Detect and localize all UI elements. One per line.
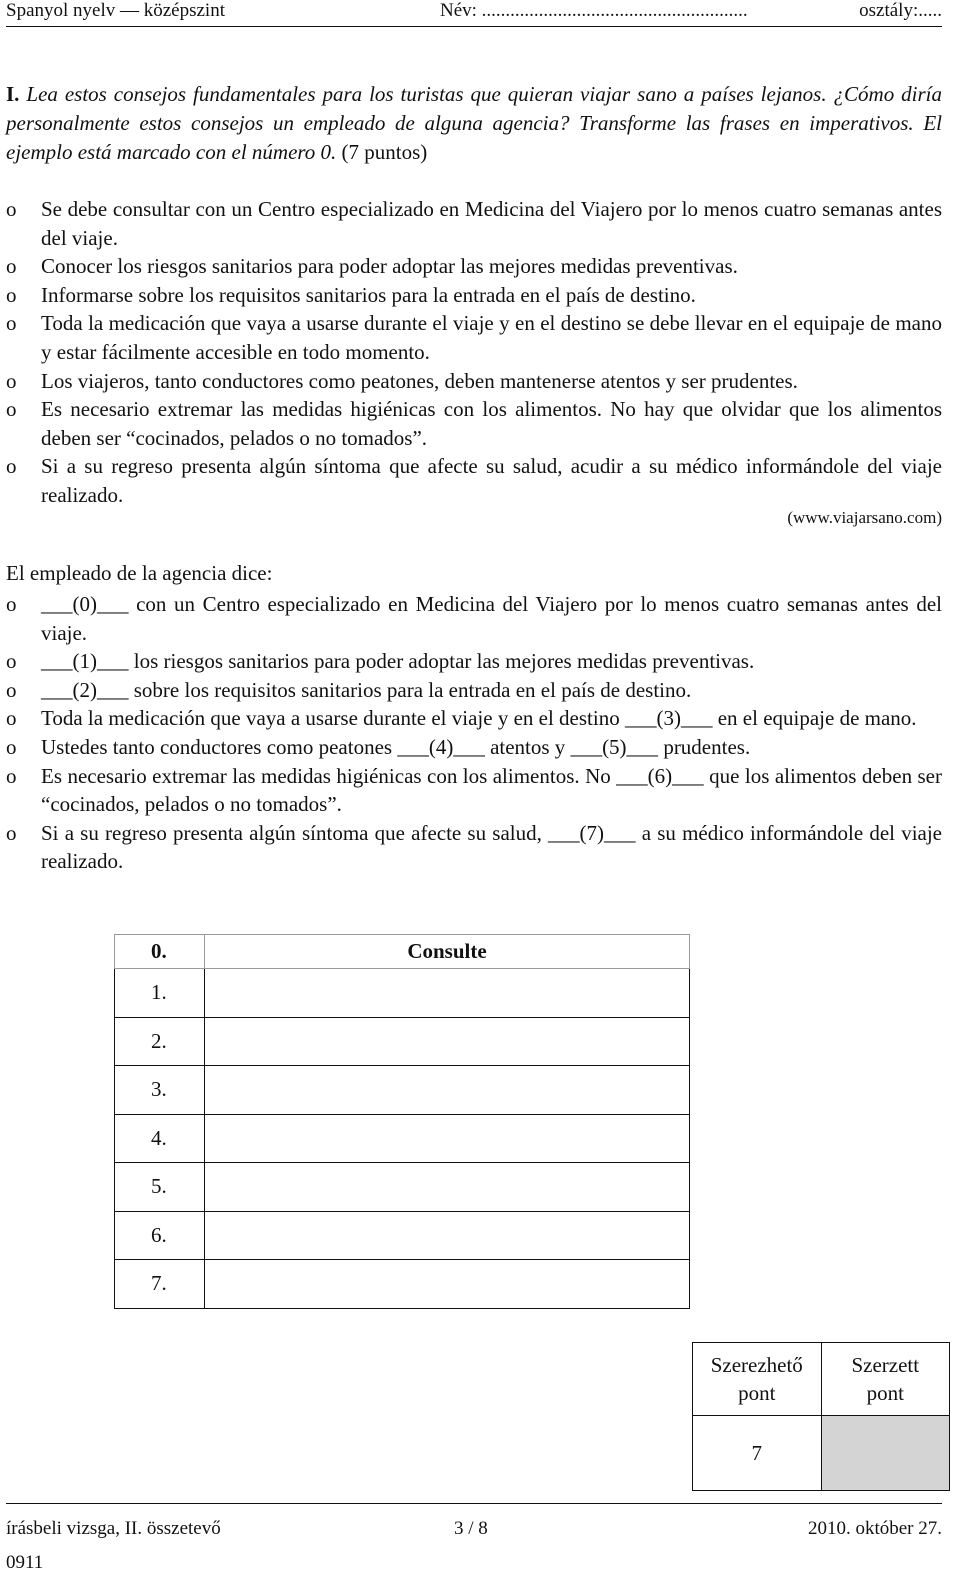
gap-6: ___(6)___ (616, 763, 704, 788)
list-item: o Ustedes tanto conductores como peatones ___(4)___ atentos y ___(5)___ prudentes. (6, 733, 942, 762)
task-number: I. (6, 82, 20, 106)
footer-code: 0911 (6, 1552, 44, 1573)
list-item: o Es necesario extremar las medidas higiénicas con los alimentos. No hay que olvidar que los alimentos deben ser “cocinados, pelados o no tomados”. (6, 397, 942, 450)
bullet-icon: o (6, 397, 17, 422)
bullet-icon: o (6, 454, 17, 479)
list-item: o Se debe consultar con un Centro especializado en Medicina del Viajero por lo menos cuatro semanas antes del viaje. (6, 197, 942, 250)
earned-points-value (821, 1416, 950, 1491)
list-item: o ___(1)___ los riesgos sanitarios para poder adoptar las mejores medidas preventivas. (6, 647, 942, 676)
answer-cell: Consulte (205, 935, 690, 969)
list-item: o Toda la medicación que vaya a usarse durante el viaje y en el destino se debe llevar en el equipaje de mano y estar fácilmente accesible en todo momento. (6, 311, 942, 364)
bullet-icon: o (6, 592, 17, 616)
footer-exam-label: írásbeli vizsga, II. összetevő (6, 1518, 221, 1539)
gap-5: ___(5)___ (570, 734, 659, 759)
list-item: o ___(0)___ con un Centro especializado en Medicina del Viajero por lo menos cuatro semanas antes del viaje. (6, 592, 942, 645)
bullet-icon: o (6, 254, 17, 279)
answer-number: 4. (115, 1114, 205, 1163)
list-item: o ___(2)___ sobre los requisitos sanitarios para la entrada en el país de destino. (6, 676, 942, 705)
tips-list (6, 195, 942, 510)
list-item: o Si a su regreso presenta algún síntoma que afecte su salud, ___(7)___ a su médico informándole del viaje realizado. (6, 820, 943, 874)
task-points: (7 puntos) (341, 140, 428, 164)
table-row (115, 1260, 690, 1309)
header-subject: Spanyol nyelv — középszint (6, 0, 225, 21)
gap-4: ___(4)___ (397, 734, 485, 759)
bullet-icon: o (6, 763, 17, 788)
bullet-icon: o (6, 368, 17, 393)
table-row (115, 1114, 690, 1163)
task-text: Lea estos consejos fundamentales para los turistas que quieran viajar sano a países lejanos. ¿Cómo diría personalmente estos consejos un empleado de alguna agencia? Transforme las frases en imperativos. El ejemplo está marcado con el número 0. (6, 82, 942, 164)
answer-number: 1. (115, 969, 205, 1018)
list-item: o Los viajeros, tanto conductores como peatones, deben mantenerse atentos y ser prudentes. (6, 367, 942, 396)
bullet-icon: o (6, 706, 17, 731)
list-item: o Si a su regreso presenta algún síntoma que afecte su salud, acudir a su médico informándole del viaje realizado. (6, 454, 942, 507)
table-row (115, 935, 690, 969)
footer-date: 2010. október 27. (807, 1518, 942, 1539)
gap-7: ___(7)___ (548, 820, 636, 845)
answer-cell[interactable] (205, 1017, 690, 1066)
gap-1: ___(1)___ (41, 649, 129, 674)
list-item: o Es necesario extremar las medidas higiénicas con los alimentos. No ___(6)___ que los alimentos deben ser “cocinados, pelados o no tomados”. (6, 763, 942, 817)
page-header (6, 0, 942, 27)
score-table (692, 1342, 950, 1491)
table-row (115, 1066, 690, 1115)
possible-points-label: Szerezhető pont (693, 1343, 822, 1416)
bullet-icon: o (6, 677, 17, 702)
answer-table (114, 934, 690, 1309)
page-footer (6, 1503, 942, 1539)
answer-cell[interactable] (205, 1066, 690, 1115)
employee-list (6, 590, 942, 876)
bullet-icon: o (6, 282, 17, 307)
table-row (115, 1017, 690, 1066)
list-item: o Toda la medicación que vaya a usarse durante el viaje y en el destino ___(3)___ en el equipaje de mano. (6, 704, 942, 733)
answer-number: 7. (115, 1260, 205, 1309)
task-instructions (6, 80, 942, 167)
answer-cell[interactable] (205, 1163, 690, 1212)
answer-cell[interactable] (205, 1114, 690, 1163)
answer-number: 0. (115, 935, 205, 969)
answer-cell[interactable] (205, 969, 690, 1018)
earned-points-label: Szerzett pont (821, 1343, 950, 1416)
bullet-icon: o (6, 197, 17, 221)
gap-0: ___(0)___ (41, 592, 129, 616)
employee-intro: El empleado de la agencia dice: (6, 561, 273, 585)
gap-3: ___(3)___ (624, 706, 713, 731)
answer-number: 2. (115, 1017, 205, 1066)
table-row (693, 1343, 950, 1416)
answer-number: 3. (115, 1066, 205, 1115)
table-row (693, 1416, 950, 1491)
gap-2: ___(2)___ (41, 677, 129, 702)
answer-cell[interactable] (205, 1260, 690, 1309)
page-number: 3 / 8 (454, 1518, 488, 1539)
bullet-icon: o (6, 820, 17, 845)
answer-number: 5. (115, 1163, 205, 1212)
list-item: o Conocer los riesgos sanitarios para poder adoptar las mejores medidas preventivas. (6, 252, 942, 281)
bullet-icon: o (6, 311, 17, 336)
bullet-icon: o (6, 734, 17, 759)
header-name-field: Név: ........................................................ (440, 0, 748, 21)
possible-points-value: 7 (693, 1416, 822, 1491)
answer-cell[interactable] (205, 1211, 690, 1260)
table-row (115, 969, 690, 1018)
source-citation: (www.viajarsano.com) (787, 508, 942, 527)
bullet-icon: o (6, 649, 17, 674)
answer-number: 6. (115, 1211, 205, 1260)
table-row (115, 1211, 690, 1260)
list-item: o Informarse sobre los requisitos sanitarios para la entrada en el país de destino. (6, 281, 942, 310)
header-class-field: osztály:..... (859, 0, 942, 21)
table-row (115, 1163, 690, 1212)
